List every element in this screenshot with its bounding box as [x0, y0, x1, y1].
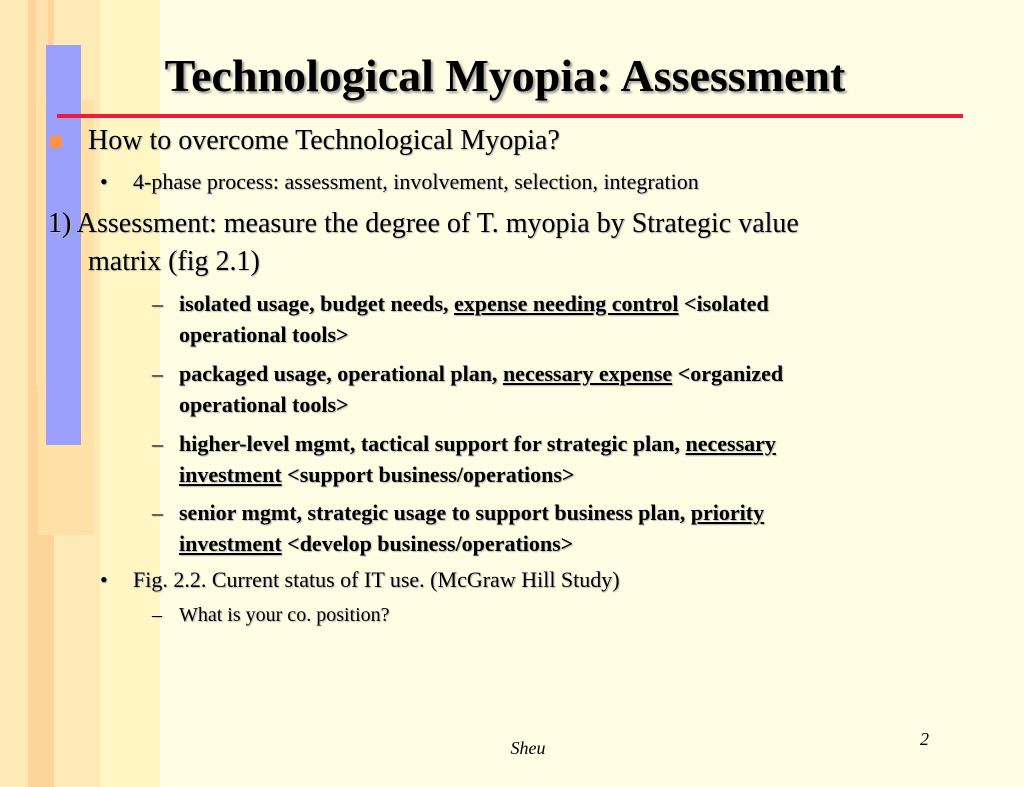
item-text: senior mgmt, strategic usage to support business plan, — [179, 500, 691, 525]
square-bullet-icon — [50, 136, 62, 148]
matrix-item-packaged — [179, 358, 783, 389]
item-text: packaged usage, operational plan, — [179, 361, 503, 386]
slide-title: Technological Myopia: Assessment — [164, 50, 846, 101]
dash-icon: – — [152, 500, 163, 525]
dash-icon: – — [152, 604, 162, 626]
dash-icon: – — [152, 431, 163, 456]
dash-icon: – — [152, 291, 163, 316]
title-divider — [57, 114, 963, 118]
item-text: <organized — [672, 361, 784, 386]
item-key-term: priority — [690, 500, 765, 525]
item-key-term: investment — [179, 531, 282, 556]
item-key-term: necessary — [685, 431, 776, 456]
matrix-item-higher-level-cont — [179, 459, 574, 490]
footer-author: Sheu — [510, 738, 546, 758]
matrix-item-packaged-cont: operational tools> — [179, 392, 349, 417]
assessment-heading-line2: matrix (fig 2.1) — [88, 246, 260, 277]
round-bullet-icon: • — [100, 169, 108, 194]
bullet-overcome-myopia: How to overcome Technological Myopia? — [88, 125, 560, 156]
item-text: <isolated — [678, 291, 769, 316]
question-position: What is your co. position? — [179, 604, 390, 626]
matrix-item-isolated — [179, 288, 769, 319]
bullet-four-phase: 4-phase process: assessment, involvement, selection, integration — [133, 169, 699, 194]
dash-icon: – — [152, 361, 163, 386]
item-key-term: investment — [179, 462, 282, 487]
decor-band-blue — [46, 45, 81, 445]
assessment-heading-line1: 1) Assessment: measure the degree of T. myopia by Strategic value — [48, 208, 799, 239]
item-text: <support business/operations> — [281, 462, 575, 487]
round-bullet-icon: • — [100, 567, 108, 592]
item-key-term: expense needing control — [454, 291, 679, 316]
page-number: 2 — [920, 729, 929, 749]
matrix-item-higher-level — [179, 428, 776, 459]
matrix-item-isolated-cont: operational tools> — [179, 322, 349, 347]
matrix-item-senior — [179, 497, 764, 528]
item-text: higher-level mgmt, tactical support for strategic plan, — [179, 431, 686, 456]
item-text: <develop business/operations> — [281, 531, 574, 556]
item-key-term: necessary expense — [502, 361, 673, 386]
item-text: isolated usage, budget needs, — [179, 291, 455, 316]
matrix-item-senior-cont — [179, 528, 573, 559]
bullet-fig-status: Fig. 2.2. Current status of IT use. (McGraw Hill Study) — [133, 567, 620, 592]
